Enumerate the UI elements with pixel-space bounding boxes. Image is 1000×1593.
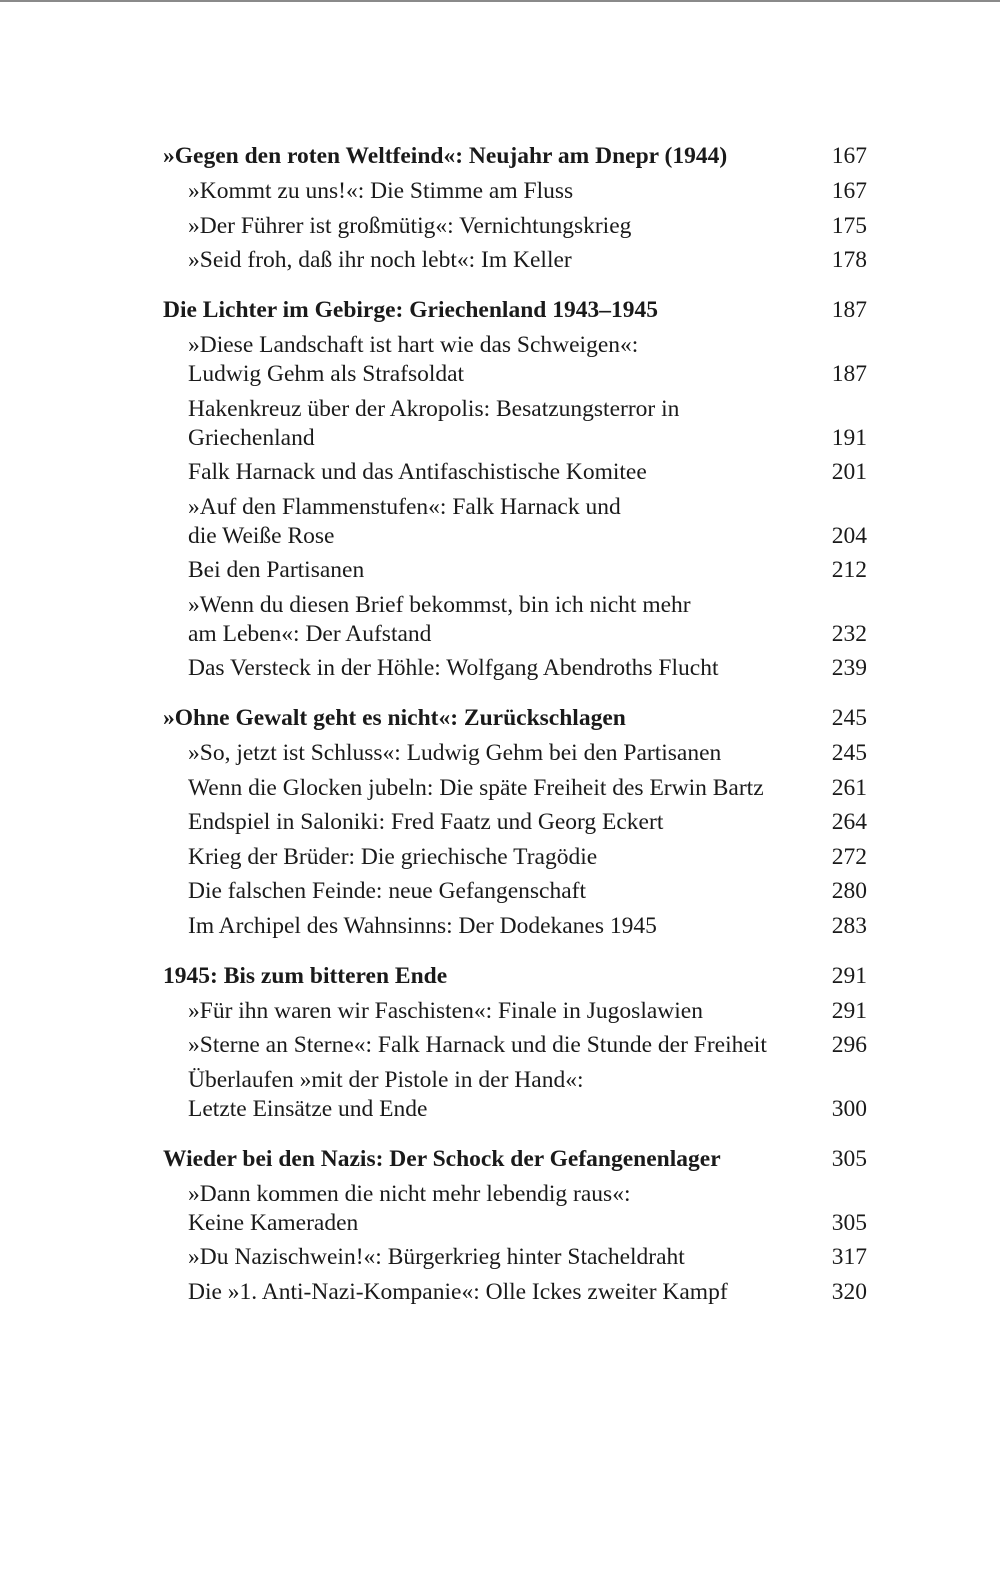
entry-title-line: »Auf den Flammenstufen«: Falk Harnack und — [188, 493, 621, 520]
entry-page-number: 201 — [831, 459, 867, 485]
entry-title-line: »Kommt zu uns!«: Die Stimme am Fluss — [188, 178, 574, 204]
entry-title — [188, 1278, 827, 1307]
entry-title-line: Die »1. Anti-Nazi-Kompanie«: Olle Ickes zweiter Kampf — [188, 1278, 728, 1305]
toc-entry[interactable] — [163, 877, 867, 906]
entry-page-number: 261 — [831, 774, 867, 801]
entry-title-line: am Leben«: Der Aufstand — [188, 620, 432, 647]
entry-title-line: »Sterne an Sterne«: Falk Harnack und die Stunde der Freiheit — [188, 1032, 767, 1058]
chapter-title: »Gegen den roten Weltfeind«: Neujahr am Dnepr (1944) — [163, 143, 728, 169]
entry-title-line: Hakenkreuz über der Akropolis: Besatzungsterror in — [188, 395, 680, 422]
entry-title-line: Im Archipel des Wahnsinns: Der Dodekanes 1945 — [188, 912, 657, 939]
chapter-page-number: 291 — [831, 962, 867, 989]
entry-title-line: »Der Führer ist großmütig«: Vernichtungskrieg — [188, 212, 632, 239]
toc-entry[interactable] — [163, 1180, 867, 1238]
entry-page-number: 187 — [831, 361, 867, 387]
entry-title-line: »Für ihn waren wir Faschisten«: Finale in Jugoslawien — [188, 997, 703, 1024]
entry-page-number: 232 — [831, 620, 867, 647]
toc-section — [163, 962, 867, 1124]
toc-entry[interactable] — [163, 556, 867, 585]
entry-page-number: 167 — [831, 178, 867, 204]
entry-page-number: 178 — [831, 247, 867, 273]
table-of-contents — [163, 142, 867, 1328]
entry-page-number: 272 — [831, 843, 867, 870]
entry-page-number: 320 — [831, 1278, 867, 1305]
page-top-rule — [0, 0, 1000, 2]
entry-title — [188, 246, 827, 275]
toc-chapter-heading[interactable] — [163, 962, 867, 991]
entry-page-number: 239 — [831, 655, 867, 681]
entry-page-number: 305 — [831, 1209, 867, 1236]
entry-title — [188, 1180, 827, 1238]
entry-title — [188, 808, 827, 837]
entry-title-line: Endspiel in Saloniki: Fred Faatz und Georg Eckert — [188, 809, 664, 835]
toc-entry[interactable] — [163, 591, 867, 649]
toc-entry[interactable] — [163, 493, 867, 551]
chapter-title: Die Lichter im Gebirge: Griechenland 1943–1945 — [163, 297, 658, 323]
entry-page-number: 191 — [831, 424, 867, 451]
entry-page-number: 280 — [831, 878, 867, 904]
entry-title — [188, 591, 827, 649]
entry-title-line: Wenn die Glocken jubeln: Die späte Freiheit des Erwin Bartz — [188, 774, 764, 801]
entry-page-number: 291 — [831, 997, 867, 1024]
entry-title — [188, 395, 827, 453]
entry-title-line: die Weiße Rose — [188, 522, 335, 549]
toc-entry[interactable] — [163, 331, 867, 389]
entry-title-line: Krieg der Brüder: Die griechische Tragödie — [188, 843, 598, 870]
chapter-page-number: 167 — [831, 143, 867, 169]
entry-title-line: Bei den Partisanen — [188, 557, 365, 583]
toc-chapter-heading[interactable] — [163, 142, 867, 171]
entry-title-line: Griechenland — [188, 424, 315, 451]
entry-page-number: 296 — [831, 1032, 867, 1058]
entry-title-line: Keine Kameraden — [188, 1209, 359, 1236]
chapter-page-number: 187 — [831, 297, 867, 323]
entry-title — [188, 1066, 827, 1124]
toc-entry[interactable] — [163, 739, 867, 768]
entry-title-line: Falk Harnack und das Antifaschistische Komitee — [188, 459, 647, 485]
chapter-title: Wieder bei den Nazis: Der Schock der Gefangenenlager — [163, 1145, 721, 1172]
entry-title — [188, 774, 827, 803]
toc-section — [163, 1145, 867, 1307]
toc-entry[interactable] — [163, 654, 867, 683]
entry-title-line: »Wenn du diesen Brief bekommst, bin ich nicht mehr — [188, 591, 691, 618]
entry-page-number: 264 — [831, 809, 867, 835]
toc-entry[interactable] — [163, 912, 867, 941]
entry-title — [188, 177, 827, 206]
entry-title — [188, 212, 827, 241]
entry-page-number: 283 — [831, 912, 867, 939]
toc-entry[interactable] — [163, 1278, 867, 1307]
toc-section — [163, 704, 867, 941]
toc-entry[interactable] — [163, 395, 867, 453]
entry-title — [188, 331, 827, 389]
toc-chapter-heading[interactable] — [163, 296, 867, 325]
entry-title-line: Die falschen Feinde: neue Gefangenschaft — [188, 878, 587, 904]
entry-title-line: Letzte Einsätze und Ende — [188, 1095, 428, 1122]
toc-chapter-heading[interactable] — [163, 1145, 867, 1174]
toc-entry[interactable] — [163, 1066, 867, 1124]
entry-page-number: 300 — [831, 1095, 867, 1122]
entry-page-number: 175 — [831, 212, 867, 239]
entry-title-line: »Du Nazischwein!«: Bürgerkrieg hinter Stacheldraht — [188, 1244, 685, 1270]
toc-entry[interactable] — [163, 808, 867, 837]
chapter-title: »Ohne Gewalt geht es nicht«: Zurückschlagen — [163, 705, 626, 731]
toc-section — [163, 142, 867, 275]
chapter-page-number: 305 — [831, 1145, 867, 1172]
entry-title-line: »Dann kommen die nicht mehr lebendig raus«: — [188, 1180, 631, 1207]
toc-entry[interactable] — [163, 458, 867, 487]
chapter-title: 1945: Bis zum bitteren Ende — [163, 962, 448, 989]
entry-title — [188, 458, 827, 487]
entry-title-line: »So, jetzt ist Schluss«: Ludwig Gehm bei den Partisanen — [188, 740, 722, 766]
toc-entry[interactable] — [163, 177, 867, 206]
entry-title-line: »Diese Landschaft ist hart wie das Schweigen«: — [188, 332, 639, 358]
toc-entry[interactable] — [163, 1031, 867, 1060]
chapter-page-number: 245 — [831, 705, 867, 731]
toc-entry[interactable] — [163, 997, 867, 1026]
toc-entry[interactable] — [163, 246, 867, 275]
entry-title — [188, 877, 827, 906]
entry-page-number: 204 — [831, 522, 867, 549]
toc-entry[interactable] — [163, 1243, 867, 1272]
entry-title-line: »Seid froh, daß ihr noch lebt«: Im Keller — [188, 247, 572, 273]
entry-title-line: Das Versteck in der Höhle: Wolfgang Abendroths Flucht — [188, 655, 719, 681]
entry-title — [188, 556, 827, 585]
entry-page-number: 245 — [831, 740, 867, 766]
toc-section — [163, 296, 867, 683]
entry-title-line: Überlaufen »mit der Pistole in der Hand«: — [188, 1066, 584, 1093]
entry-page-number: 317 — [831, 1244, 867, 1270]
entry-title — [188, 493, 827, 551]
entry-title — [188, 1243, 827, 1272]
entry-page-number: 212 — [831, 557, 867, 583]
toc-entry[interactable] — [163, 212, 867, 241]
entry-title — [188, 912, 827, 941]
toc-entry[interactable] — [163, 843, 867, 872]
entry-title-line: Ludwig Gehm als Strafsoldat — [188, 361, 465, 387]
entry-title — [188, 1031, 827, 1060]
toc-entry[interactable] — [163, 774, 867, 803]
entry-title — [188, 997, 827, 1026]
entry-title — [188, 654, 827, 683]
entry-title — [188, 843, 827, 872]
entry-title — [188, 739, 827, 768]
toc-chapter-heading[interactable] — [163, 704, 867, 733]
